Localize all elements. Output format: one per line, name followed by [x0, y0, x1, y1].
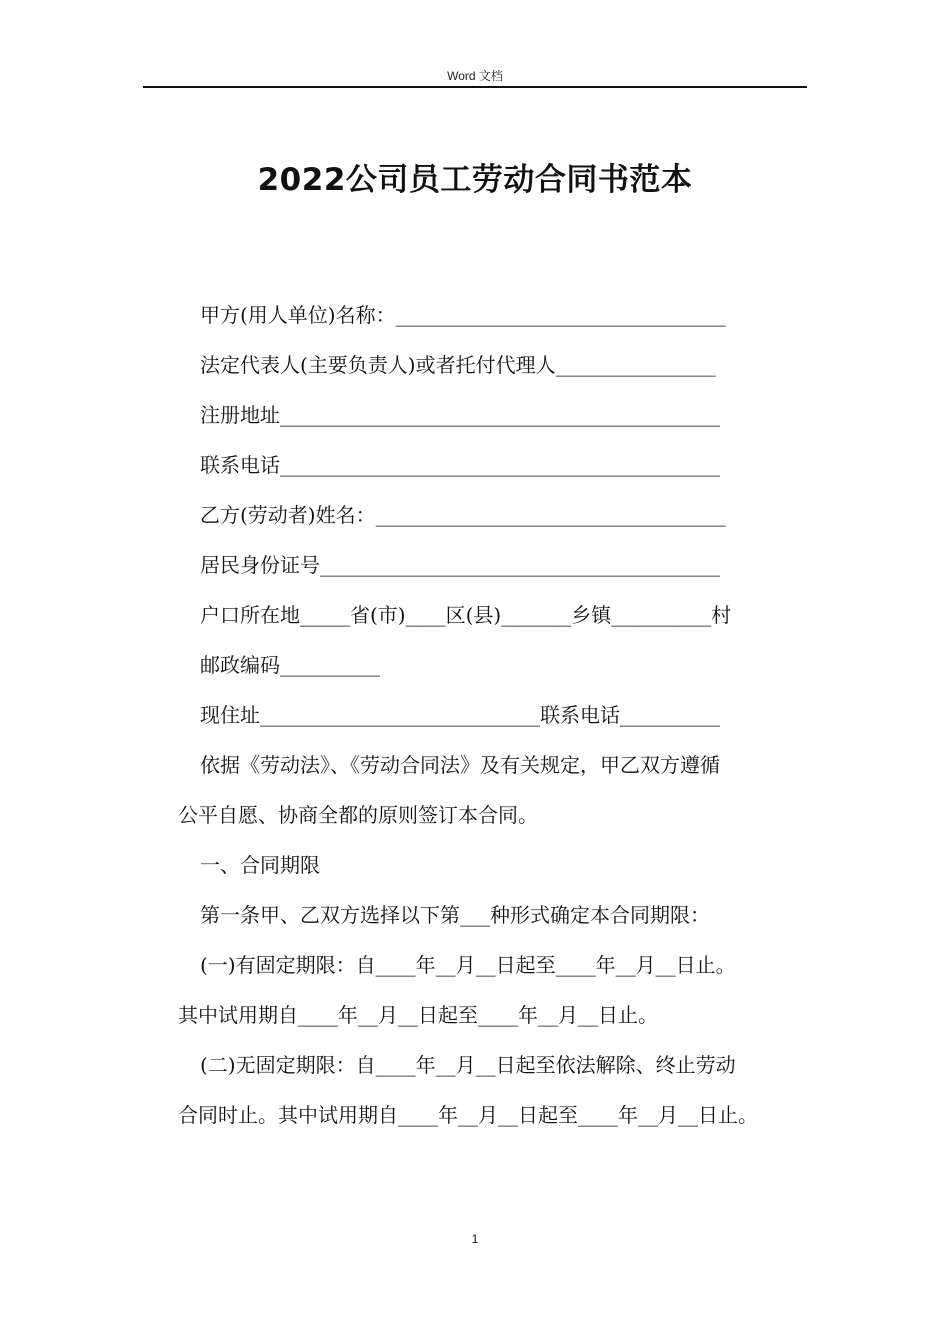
page-header-label: Word 文档 [447, 69, 503, 83]
party-b-name-line: 乙方(劳动者)姓名：___________________________________ [200, 503, 726, 527]
registered-address-line: 注册地址____________________________________________ [200, 403, 720, 427]
household-registration-line: 户口所在地_____省(市)____区(县)_______乡镇__________村 [200, 603, 732, 627]
postal-code-line: 邮政编码__________ [200, 653, 380, 677]
article-one-line: 第一条甲、乙双方选择以下第___种形式确定本合同期限： [200, 903, 710, 927]
section-heading-term: 一、合同期限 [200, 853, 320, 877]
legal-representative-line: 法定代表人(主要负责人)或者托付代理人________________ [200, 353, 716, 377]
current-address-line: 现住址____________________________联系电话__________ [200, 703, 720, 727]
page-number: 1 [471, 1232, 479, 1246]
fixed-term-line: (一)有固定期限：自____年__月__日起至____年__月__日止。 [200, 953, 736, 977]
fixed-term-probation-line: 其中试用期自____年__月__日起至____年__月__日止。 [178, 1003, 658, 1027]
id-number-line: 居民身份证号________________________________________ [200, 553, 720, 577]
open-term-line: (二)无固定期限：自____年__月__日起至依法解除、终止劳动 [200, 1053, 736, 1077]
preamble-paragraph-line-1: 依据《劳动法》、《劳动合同法》及有关规定，甲乙双方遵循 [200, 753, 720, 777]
open-term-probation-line: 合同时止。其中试用期自____年__月__日起至____年__月__日止。 [178, 1103, 758, 1127]
document-title: 2022公司员工劳动合同书范本 [257, 162, 693, 198]
header-rule [143, 86, 807, 88]
document-body [178, 292, 818, 1142]
party-a-name-line: 甲方(用人单位)名称：_________________________________ [200, 303, 726, 327]
preamble-paragraph-line-2: 公平自愿、协商全都的原则签订本合同。 [178, 803, 538, 827]
party-a-phone-line: 联系电话____________________________________________ [200, 453, 720, 477]
